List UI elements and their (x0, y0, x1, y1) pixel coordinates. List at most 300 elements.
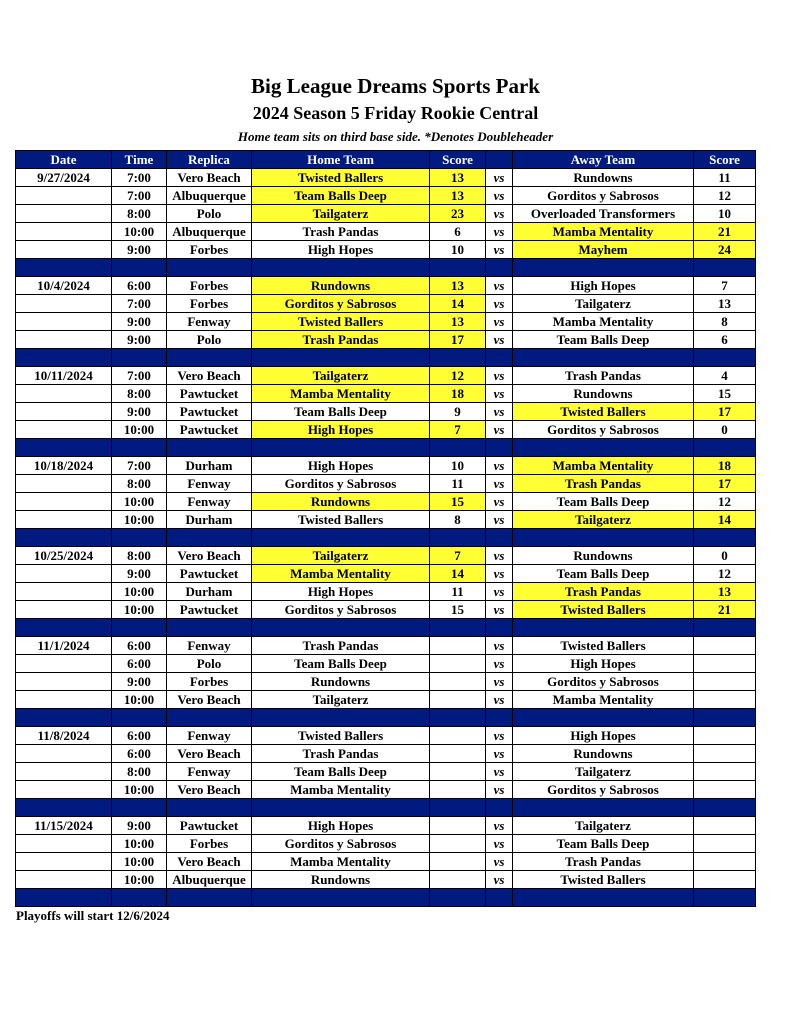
home-team-cell: Gorditos y Sabrosos (252, 475, 430, 493)
table-row (16, 277, 756, 295)
home-team-cell: Tailgaterz (252, 367, 430, 385)
date-cell: 10/18/2024 (16, 457, 112, 475)
home-team-cell: Tailgaterz (252, 547, 430, 565)
away-team-cell: Gorditos y Sabrosos (513, 781, 694, 799)
away-score-cell: 15 (694, 385, 756, 403)
replica-cell: Pawtucket (167, 817, 252, 835)
replica-cell: Vero Beach (167, 691, 252, 709)
separator-cell (486, 349, 513, 367)
time-cell: 10:00 (112, 871, 167, 889)
separator-cell (112, 259, 167, 277)
home-team-cell: Mamba Mentality (252, 853, 430, 871)
separator-cell (694, 349, 756, 367)
time-cell: 8:00 (112, 205, 167, 223)
separator-cell (112, 709, 167, 727)
time-cell: 10:00 (112, 601, 167, 619)
vs-cell: vs (486, 295, 513, 313)
away-team-cell: Rundowns (513, 385, 694, 403)
separator-cell (694, 889, 756, 907)
away-score-cell: 21 (694, 223, 756, 241)
home-team-cell: Mamba Mentality (252, 781, 430, 799)
home-score-cell (430, 781, 486, 799)
separator-cell (513, 259, 694, 277)
home-score-cell: 11 (430, 583, 486, 601)
time-cell: 8:00 (112, 547, 167, 565)
separator-cell (486, 259, 513, 277)
separator-cell (167, 799, 252, 817)
table-row (16, 511, 756, 529)
time-cell: 10:00 (112, 835, 167, 853)
separator-cell (167, 349, 252, 367)
home-team-cell: Twisted Ballers (252, 727, 430, 745)
replica-cell: Fenway (167, 763, 252, 781)
time-cell: 9:00 (112, 565, 167, 583)
replica-cell: Polo (167, 205, 252, 223)
away-team-cell: Team Balls Deep (513, 493, 694, 511)
time-cell: 9:00 (112, 403, 167, 421)
week-separator-row (16, 709, 756, 727)
date-cell (16, 745, 112, 763)
date-cell (16, 673, 112, 691)
replica-cell: Pawtucket (167, 403, 252, 421)
away-score-cell (694, 673, 756, 691)
home-score-cell: 15 (430, 601, 486, 619)
vs-cell: vs (486, 475, 513, 493)
table-row (16, 493, 756, 511)
time-cell: 9:00 (112, 241, 167, 259)
home-score-cell: 11 (430, 475, 486, 493)
home-team-cell: Trash Pandas (252, 745, 430, 763)
replica-cell: Forbes (167, 673, 252, 691)
separator-cell (486, 529, 513, 547)
separator-cell (694, 529, 756, 547)
date-cell (16, 421, 112, 439)
separator-cell (112, 439, 167, 457)
table-row (16, 673, 756, 691)
away-score-cell: 7 (694, 277, 756, 295)
away-score-cell (694, 727, 756, 745)
home-score-cell: 23 (430, 205, 486, 223)
replica-cell: Pawtucket (167, 385, 252, 403)
vs-cell: vs (486, 421, 513, 439)
date-cell (16, 493, 112, 511)
away-score-cell (694, 745, 756, 763)
time-cell: 6:00 (112, 637, 167, 655)
separator-cell (513, 349, 694, 367)
away-score-cell: 8 (694, 313, 756, 331)
home-team-cell: High Hopes (252, 421, 430, 439)
replica-cell: Albuquerque (167, 187, 252, 205)
replica-cell: Albuquerque (167, 223, 252, 241)
playoffs-note: Playoffs will start 12/6/2024 (16, 908, 170, 923)
time-cell: 7:00 (112, 367, 167, 385)
home-team-cell: Tailgaterz (252, 691, 430, 709)
separator-cell (167, 439, 252, 457)
table-row (16, 871, 756, 889)
time-cell: 10:00 (112, 493, 167, 511)
time-cell: 6:00 (112, 655, 167, 673)
replica-cell: Forbes (167, 241, 252, 259)
replica-cell: Fenway (167, 493, 252, 511)
time-cell: 9:00 (112, 673, 167, 691)
table-row (16, 655, 756, 673)
away-score-cell: 13 (694, 583, 756, 601)
home-score-cell: 8 (430, 511, 486, 529)
separator-cell (167, 259, 252, 277)
date-cell: 10/4/2024 (16, 277, 112, 295)
away-team-cell: Gorditos y Sabrosos (513, 187, 694, 205)
separator-cell (16, 529, 112, 547)
time-cell: 8:00 (112, 385, 167, 403)
away-team-cell: Team Balls Deep (513, 331, 694, 349)
home-team-cell: Trash Pandas (252, 331, 430, 349)
replica-cell: Durham (167, 511, 252, 529)
time-cell: 10:00 (112, 421, 167, 439)
date-cell: 11/8/2024 (16, 727, 112, 745)
home-score-cell: 13 (430, 169, 486, 187)
time-cell: 6:00 (112, 727, 167, 745)
week-separator-row (16, 439, 756, 457)
replica-cell: Durham (167, 583, 252, 601)
schedule-table (15, 150, 756, 907)
home-team-cell: Twisted Ballers (252, 511, 430, 529)
table-row (16, 385, 756, 403)
separator-cell (486, 799, 513, 817)
away-team-cell: High Hopes (513, 727, 694, 745)
away-score-cell: 21 (694, 601, 756, 619)
separator-cell (16, 439, 112, 457)
separator-cell (167, 889, 252, 907)
separator-cell (513, 889, 694, 907)
separator-cell (694, 709, 756, 727)
date-cell (16, 385, 112, 403)
separator-cell (486, 619, 513, 637)
replica-cell: Fenway (167, 313, 252, 331)
date-cell (16, 331, 112, 349)
date-cell (16, 871, 112, 889)
away-team-cell: Gorditos y Sabrosos (513, 673, 694, 691)
time-cell: 10:00 (112, 853, 167, 871)
home-team-cell: Mamba Mentality (252, 565, 430, 583)
home-team-cell: Trash Pandas (252, 637, 430, 655)
home-team-cell: Gorditos y Sabrosos (252, 295, 430, 313)
home-team-cell: Rundowns (252, 277, 430, 295)
replica-cell: Pawtucket (167, 421, 252, 439)
date-cell (16, 763, 112, 781)
col-header-time: Time (112, 151, 167, 169)
table-row (16, 565, 756, 583)
home-score-cell (430, 871, 486, 889)
page-subtitle: 2024 Season 5 Friday Rookie Central (252, 103, 539, 123)
away-team-cell: Rundowns (513, 169, 694, 187)
away-team-cell: Trash Pandas (513, 853, 694, 871)
week-separator-row (16, 889, 756, 907)
time-cell: 10:00 (112, 583, 167, 601)
home-team-cell: Team Balls Deep (252, 655, 430, 673)
date-cell (16, 241, 112, 259)
table-row (16, 835, 756, 853)
separator-cell (252, 349, 430, 367)
away-score-cell (694, 817, 756, 835)
home-score-cell: 10 (430, 457, 486, 475)
separator-cell (694, 439, 756, 457)
away-team-cell: Mayhem (513, 241, 694, 259)
home-team-cell: High Hopes (252, 817, 430, 835)
date-cell (16, 655, 112, 673)
table-row (16, 547, 756, 565)
separator-cell (430, 889, 486, 907)
vs-cell: vs (486, 331, 513, 349)
away-score-cell: 10 (694, 205, 756, 223)
table-row (16, 475, 756, 493)
col-header-home-team: Home Team (252, 151, 430, 169)
vs-cell: vs (486, 457, 513, 475)
date-cell: 10/25/2024 (16, 547, 112, 565)
date-cell (16, 781, 112, 799)
separator-cell (513, 709, 694, 727)
away-score-cell: 11 (694, 169, 756, 187)
date-cell (16, 853, 112, 871)
away-score-cell: 12 (694, 565, 756, 583)
separator-cell (16, 709, 112, 727)
away-team-cell: High Hopes (513, 655, 694, 673)
away-team-cell: Trash Pandas (513, 367, 694, 385)
replica-cell: Vero Beach (167, 169, 252, 187)
away-score-cell: 14 (694, 511, 756, 529)
home-team-cell: High Hopes (252, 457, 430, 475)
separator-cell (252, 529, 430, 547)
separator-cell (694, 619, 756, 637)
table-row (16, 817, 756, 835)
table-row (16, 421, 756, 439)
col-header-date: Date (16, 151, 112, 169)
vs-cell: vs (486, 853, 513, 871)
week-separator-row (16, 349, 756, 367)
date-cell (16, 691, 112, 709)
home-team-cell: Tailgaterz (252, 205, 430, 223)
table-row (16, 457, 756, 475)
week-separator-row (16, 619, 756, 637)
separator-cell (16, 259, 112, 277)
vs-cell: vs (486, 691, 513, 709)
separator-cell (112, 889, 167, 907)
vs-cell: vs (486, 313, 513, 331)
vs-cell: vs (486, 277, 513, 295)
away-team-cell: Tailgaterz (513, 817, 694, 835)
date-cell (16, 583, 112, 601)
table-row (16, 727, 756, 745)
vs-cell: vs (486, 187, 513, 205)
time-cell: 9:00 (112, 331, 167, 349)
away-score-cell (694, 655, 756, 673)
home-score-cell: 10 (430, 241, 486, 259)
vs-cell: vs (486, 817, 513, 835)
replica-cell: Pawtucket (167, 601, 252, 619)
replica-cell: Vero Beach (167, 853, 252, 871)
separator-cell (16, 799, 112, 817)
away-team-cell: Mamba Mentality (513, 313, 694, 331)
home-team-cell: Twisted Ballers (252, 313, 430, 331)
separator-cell (252, 799, 430, 817)
vs-cell: vs (486, 385, 513, 403)
replica-cell: Forbes (167, 835, 252, 853)
date-cell: 9/27/2024 (16, 169, 112, 187)
time-cell: 8:00 (112, 763, 167, 781)
vs-cell: vs (486, 205, 513, 223)
away-team-cell: Team Balls Deep (513, 835, 694, 853)
date-cell: 10/11/2024 (16, 367, 112, 385)
time-cell: 8:00 (112, 475, 167, 493)
separator-cell (513, 799, 694, 817)
away-score-cell: 17 (694, 475, 756, 493)
replica-cell: Fenway (167, 727, 252, 745)
away-team-cell: Tailgaterz (513, 295, 694, 313)
home-team-cell: Trash Pandas (252, 223, 430, 241)
col-header-home-score: Score (430, 151, 486, 169)
home-team-cell: Team Balls Deep (252, 403, 430, 421)
separator-cell (513, 529, 694, 547)
vs-cell: vs (486, 241, 513, 259)
separator-cell (430, 529, 486, 547)
week-separator-row (16, 799, 756, 817)
home-score-cell: 14 (430, 565, 486, 583)
time-cell: 6:00 (112, 745, 167, 763)
home-team-cell: Rundowns (252, 673, 430, 691)
date-cell (16, 475, 112, 493)
separator-cell (252, 889, 430, 907)
vs-cell: vs (486, 727, 513, 745)
home-score-cell (430, 853, 486, 871)
home-score-cell: 7 (430, 421, 486, 439)
vs-cell: vs (486, 673, 513, 691)
away-score-cell: 13 (694, 295, 756, 313)
away-team-cell: Tailgaterz (513, 511, 694, 529)
vs-cell: vs (486, 655, 513, 673)
header-row (16, 151, 756, 169)
away-team-cell: Tailgaterz (513, 763, 694, 781)
replica-cell: Fenway (167, 475, 252, 493)
replica-cell: Polo (167, 331, 252, 349)
table-row (16, 169, 756, 187)
away-score-cell (694, 637, 756, 655)
home-score-cell: 13 (430, 313, 486, 331)
home-score-cell (430, 655, 486, 673)
separator-cell (430, 799, 486, 817)
away-team-cell: Gorditos y Sabrosos (513, 421, 694, 439)
home-team-cell: Team Balls Deep (252, 187, 430, 205)
home-team-cell: Rundowns (252, 871, 430, 889)
time-cell: 10:00 (112, 781, 167, 799)
away-score-cell (694, 691, 756, 709)
home-team-cell: Twisted Ballers (252, 169, 430, 187)
home-score-cell: 13 (430, 277, 486, 295)
home-score-cell (430, 673, 486, 691)
home-score-cell: 13 (430, 187, 486, 205)
separator-cell (112, 349, 167, 367)
time-cell: 10:00 (112, 691, 167, 709)
replica-cell: Durham (167, 457, 252, 475)
away-team-cell: Team Balls Deep (513, 565, 694, 583)
date-cell (16, 403, 112, 421)
table-row (16, 691, 756, 709)
date-cell: 11/15/2024 (16, 817, 112, 835)
home-score-cell (430, 763, 486, 781)
time-cell: 7:00 (112, 169, 167, 187)
separator-cell (486, 709, 513, 727)
vs-cell: vs (486, 493, 513, 511)
away-score-cell: 0 (694, 421, 756, 439)
date-cell (16, 511, 112, 529)
time-cell: 6:00 (112, 277, 167, 295)
away-score-cell: 4 (694, 367, 756, 385)
home-score-cell: 7 (430, 547, 486, 565)
home-team-cell: Mamba Mentality (252, 385, 430, 403)
page-note: Home team sits on third base side. *Denotes Doubleheader (237, 129, 554, 144)
table-row (16, 367, 756, 385)
time-cell: 10:00 (112, 511, 167, 529)
table-row (16, 223, 756, 241)
table-row (16, 205, 756, 223)
separator-cell (694, 799, 756, 817)
away-team-cell: Mamba Mentality (513, 223, 694, 241)
table-row (16, 781, 756, 799)
col-header-vs (486, 151, 513, 169)
home-team-cell: Gorditos y Sabrosos (252, 601, 430, 619)
away-score-cell: 18 (694, 457, 756, 475)
table-row (16, 295, 756, 313)
home-team-cell: Team Balls Deep (252, 763, 430, 781)
week-separator-row (16, 259, 756, 277)
home-score-cell: 12 (430, 367, 486, 385)
date-cell (16, 295, 112, 313)
vs-cell: vs (486, 565, 513, 583)
time-cell: 7:00 (112, 295, 167, 313)
separator-cell (16, 349, 112, 367)
replica-cell: Forbes (167, 277, 252, 295)
table-row (16, 187, 756, 205)
vs-cell: vs (486, 871, 513, 889)
table-row (16, 241, 756, 259)
home-score-cell: 9 (430, 403, 486, 421)
separator-cell (167, 529, 252, 547)
vs-cell: vs (486, 781, 513, 799)
away-score-cell (694, 853, 756, 871)
vs-cell: vs (486, 763, 513, 781)
date-cell: 11/1/2024 (16, 637, 112, 655)
away-score-cell: 0 (694, 547, 756, 565)
table-row (16, 313, 756, 331)
separator-cell (167, 709, 252, 727)
away-team-cell: Twisted Ballers (513, 871, 694, 889)
away-score-cell (694, 835, 756, 853)
schedule-body (16, 169, 756, 907)
home-team-cell: Gorditos y Sabrosos (252, 835, 430, 853)
away-score-cell (694, 763, 756, 781)
away-score-cell: 17 (694, 403, 756, 421)
separator-cell (694, 259, 756, 277)
date-cell (16, 313, 112, 331)
home-score-cell: 18 (430, 385, 486, 403)
vs-cell: vs (486, 169, 513, 187)
table-row (16, 745, 756, 763)
home-score-cell (430, 817, 486, 835)
away-team-cell: Mamba Mentality (513, 691, 694, 709)
table-row (16, 601, 756, 619)
home-score-cell: 15 (430, 493, 486, 511)
away-score-cell: 12 (694, 493, 756, 511)
separator-cell (167, 619, 252, 637)
replica-cell: Albuquerque (167, 871, 252, 889)
